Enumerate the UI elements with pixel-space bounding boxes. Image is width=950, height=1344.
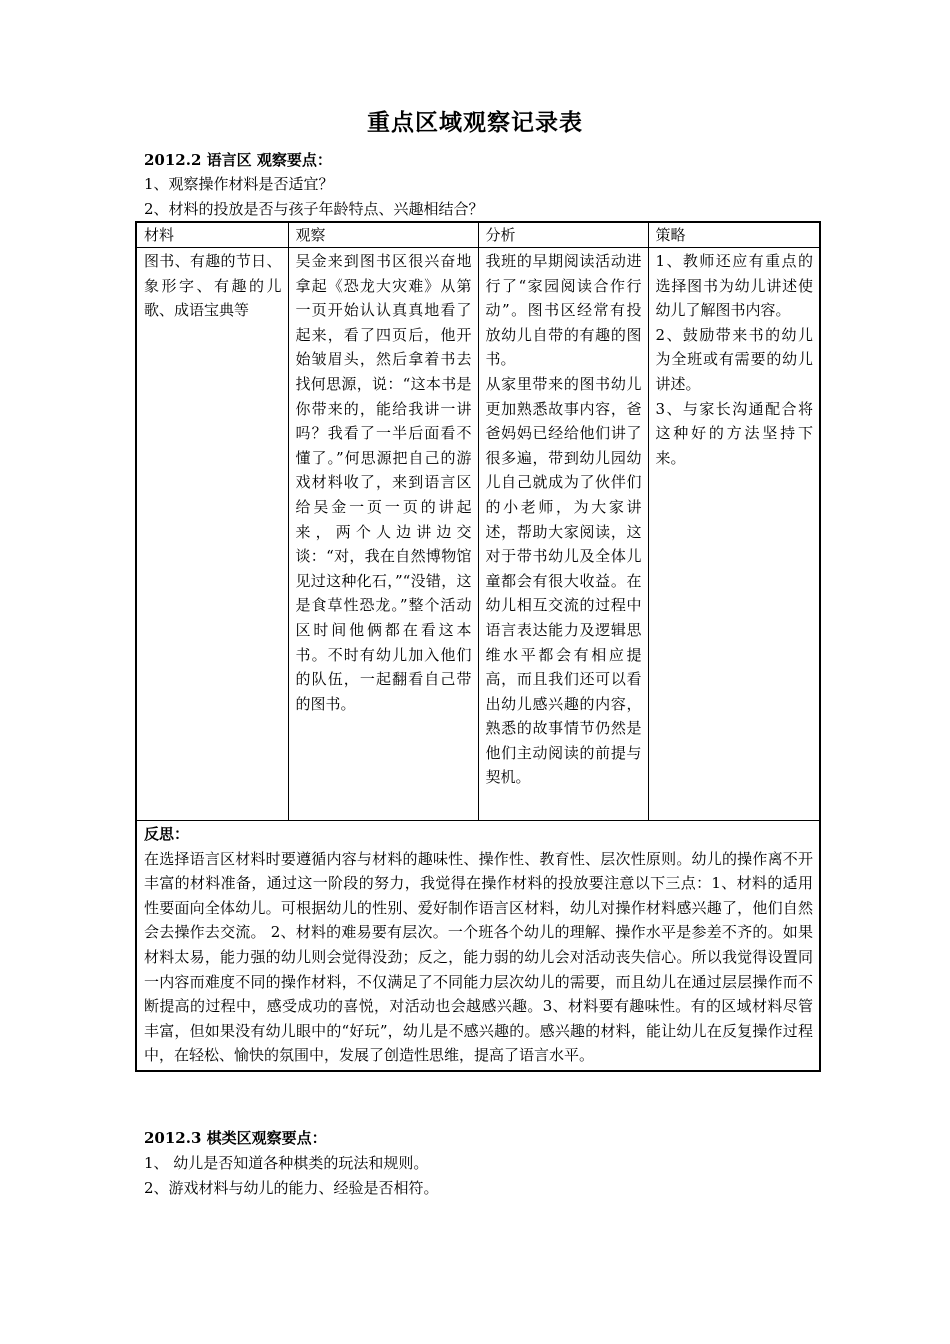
materials-text: 图书、有趣的节日、象形字、有趣的儿歌、成语宝典等 bbox=[144, 252, 282, 320]
analysis-paragraph-2: 从家里带来的图书幼儿更加熟悉故事内容，爸爸妈妈已经给他们讲了很多遍，带到幼儿园幼儿自己就成为了伙伴们的小老师，为大家讲述，帮助大家阅读，这对于带书幼儿及全体儿童都会有很大收益。在幼儿相互交流的过程中语言表达能力及逻辑思维水平都会有相应提高，而且我们还可以看出幼儿感兴趣的内容，熟悉的故事情节仍然是他们主动阅读的前提与契机。 bbox=[485, 374, 642, 787]
header-strategy: 策略 bbox=[648, 222, 820, 248]
strategy-item-3: 3、与家长沟通配合将这种好的方法坚持下来。 bbox=[655, 399, 813, 467]
reflection-row bbox=[136, 821, 820, 1071]
analysis-paragraph-1: 我班的早期阅读活动进行了“家园阅读合作行动”。图书区经常有投放幼儿自带的有趣的图书。 bbox=[485, 252, 642, 369]
page-title: 重点区域观察记录表 bbox=[367, 109, 583, 136]
chess-point-1: 1、 幼儿是否知道各种棋类的玩法和规则。 bbox=[144, 1154, 429, 1172]
observation-point-2: 2、材料的投放是否与孩子年龄特点、兴趣相结合？ bbox=[144, 200, 484, 218]
strategy-cell bbox=[648, 248, 820, 821]
header-analysis: 分析 bbox=[478, 222, 648, 248]
header-observation: 观察 bbox=[288, 222, 478, 248]
analysis-cell bbox=[478, 248, 648, 821]
table-row bbox=[136, 248, 820, 821]
observation-table bbox=[135, 221, 821, 1072]
reflection-cell bbox=[136, 821, 820, 1071]
section-heading-chess: 2012.3 棋类区观察要点： bbox=[144, 1129, 327, 1147]
reflection-text: 在选择语言区材料时要遵循内容与材料的趣味性、操作性、教育性、层次性原则。幼儿的操作离不开丰富的材料准备，通过这一阶段的努力，我觉得在操作材料的投放要注意以下三点：1、材料的适用性要面向全体幼儿。可根据幼儿的性别、爱好制作语言区材料，幼儿对操作材料感兴趣了，他们自然会去操作去交流。 2、材料的难易要有层次。一个班各个幼儿的理解、操作水平是参差不齐的。如果材料太易，能力强的幼儿则会觉得没劲；反之，能力弱的幼儿会对活动丧失信心。所以我觉得设置同一内容而难度不同的操作材料，不仅满足了不同能力层次幼儿的需要，而且幼儿在通过层层操作而不断提高的过程中，感受成功的喜悦，对活动也会越感兴趣。3、材料要有趣味性。有的区域材料尽管丰富，但如果没有幼儿眼中的“好玩”，幼儿是不感兴趣的。感兴趣的材料，能让幼儿在反复操作过程中，在轻松、愉快的氛围中，发展了创造性思维，提高了语言水平。 bbox=[144, 849, 813, 1065]
header-materials: 材料 bbox=[136, 222, 288, 248]
observation-cell bbox=[288, 248, 478, 821]
strategy-item-1: 1、教师还应有重点的选择图书为幼儿讲述使幼儿了解图书内容。 bbox=[655, 252, 813, 320]
reflection-label: 反思： bbox=[144, 825, 190, 843]
materials-cell bbox=[136, 248, 288, 821]
section-heading-language: 2012.2 语言区 观察要点： bbox=[144, 151, 332, 169]
observation-point-1: 1、观察操作材料是否适宜？ bbox=[144, 175, 334, 193]
table-header-row bbox=[136, 222, 820, 248]
chess-point-2: 2、游戏材料与幼儿的能力、经验是否相符。 bbox=[144, 1179, 439, 1197]
observation-text: 吴金来到图书区很兴奋地拿起《恐龙大灾难》从第一页开始认认真真地看了起来，看了四页后，他开始皱眉头，然后拿着书去找何思源，说：“这本书是你带来的，能给我讲一讲吗？我看了一半后面看不懂了。”何思源把自己的游戏材料收了，来到语言区给吴金一页一页的讲起来，两个人边讲边交谈：“对，我在自然博物馆见过这种化石，”“没错，这是食草性恐龙。”整个活动区时间他俩都在看这本书。不时有幼儿加入他们的队伍，一起翻看自己带的图书。 bbox=[295, 252, 472, 713]
strategy-item-2: 2、鼓励带来书的幼儿为全班或有需要的幼儿讲述。 bbox=[655, 325, 813, 393]
